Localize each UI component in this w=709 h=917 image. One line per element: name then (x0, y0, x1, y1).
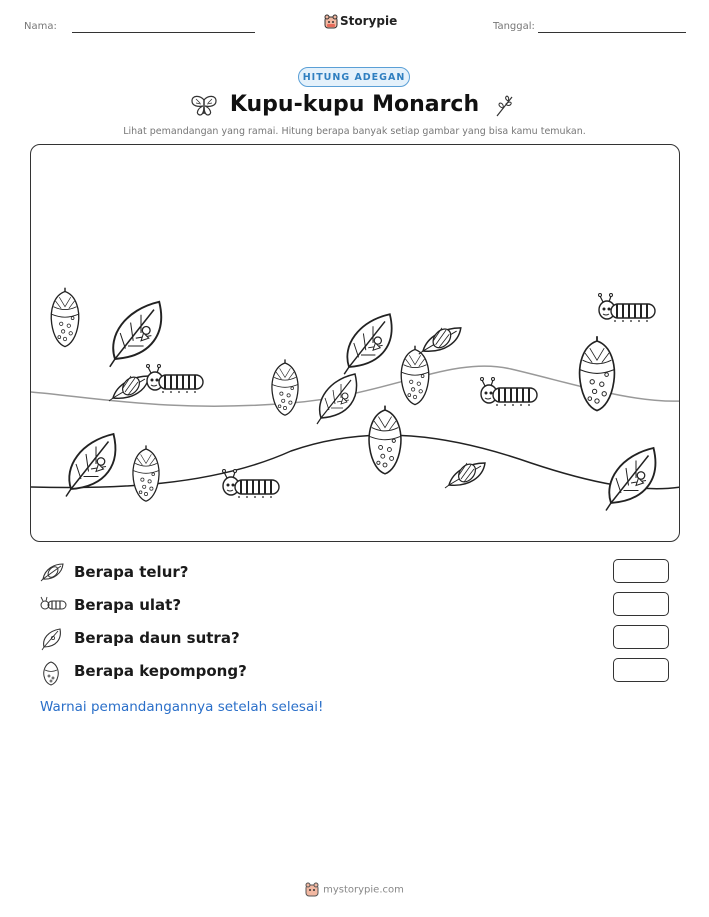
question-text: Berapa ulat? (74, 596, 182, 614)
name-label: Nama: (24, 21, 57, 32)
answer-box-milkweed-leaves[interactable] (613, 625, 669, 649)
question-text: Berapa kepompong? (74, 662, 247, 680)
question-text: Berapa daun sutra? (74, 629, 240, 647)
question-row-caterpillars (40, 594, 680, 618)
instructions: Lihat pemandangan yang ramai. Hitung berapa banyak setiap gambar yang bisa kamu temukan. (123, 126, 586, 137)
answer-box-eggs[interactable] (613, 559, 669, 583)
date-label: Tanggal: (493, 21, 535, 32)
chrysalis-icon (42, 660, 60, 686)
question-row-eggs (40, 561, 680, 585)
scene-illustration (31, 145, 680, 542)
page-title: Kupu-kupu Monarch (229, 92, 480, 117)
coloring-note: Warnai pemandangannya setelah selesai! (40, 699, 324, 715)
answer-box-chrysalises[interactable] (613, 658, 669, 682)
storypie-mascot-icon (305, 882, 319, 897)
question-text: Berapa telur? (74, 563, 189, 581)
name-line[interactable] (72, 32, 255, 33)
caterpillar-icon (40, 596, 68, 614)
egg-icon (40, 561, 66, 583)
footer-link[interactable]: mystorypie.com (323, 884, 404, 896)
activity-badge: HITUNG ADEGAN (298, 67, 410, 87)
footer (0, 882, 709, 897)
storypie-mascot-icon (324, 14, 338, 29)
date-line[interactable] (538, 32, 686, 33)
brand-logo (324, 13, 398, 31)
question-row-milkweed-leaves (40, 627, 680, 651)
counting-scene (30, 144, 680, 542)
milkweed-sprig-icon (494, 94, 516, 118)
milkweed-leaf-icon (40, 627, 64, 651)
question-row-chrysalises (40, 660, 680, 684)
brand-name: Storypie (340, 14, 398, 28)
answer-box-caterpillars[interactable] (613, 592, 669, 616)
